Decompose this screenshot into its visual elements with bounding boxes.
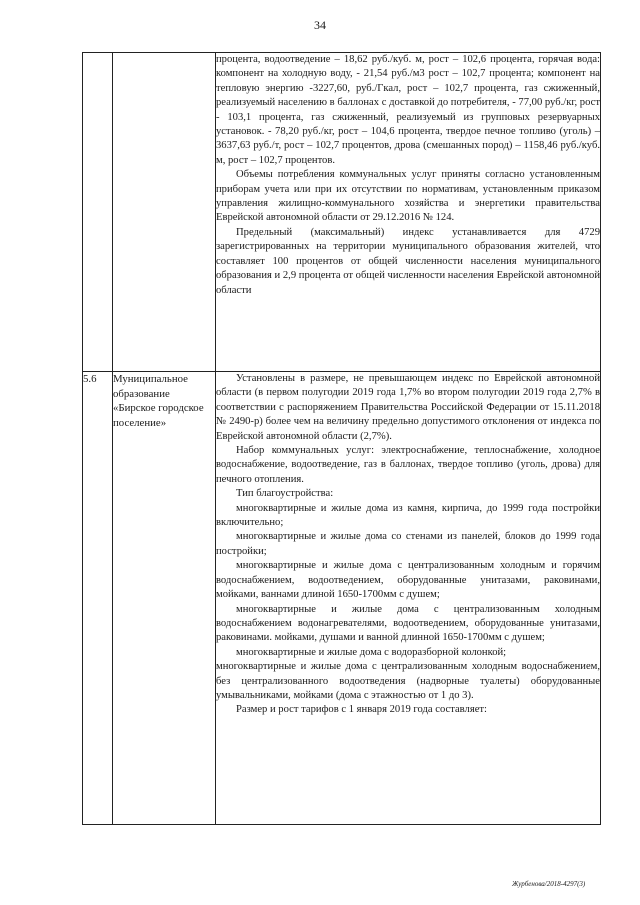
paragraph: Тип благоустройства: <box>236 488 334 500</box>
row-text-cell <box>216 372 601 825</box>
table-row <box>83 53 601 372</box>
document-code: Журбенова/2018-4297(3) <box>512 880 586 888</box>
paragraph: Размер и рост тарифов с 1 января 2019 года составляет: <box>236 704 487 716</box>
paragraph: Установлены в размере, не превышающем индекс по Еврейской автономной области (в первом полугодии 2019 года 1,7% во втором полугодии 2019 года 2,7% в соответствии с распоряжением Правительства Российской Федерации от 15.11.2018 № 2490-р) более чем на величину предельно допустимого отклонения от индекса по Еврейской автономной области (2,7%). <box>216 373 600 442</box>
row-text-cell <box>216 53 601 372</box>
row-number-cell <box>83 53 113 372</box>
paragraph: Набор коммунальных услуг: электроснабжение, теплоснабжение, холодное водоснабжение, водоотведение, газ в баллонах, твердое топливо (уголь, дрова) для печного отопления. <box>216 445 600 485</box>
paragraph: процента, водоотведение – 18,62 руб./куб. м, рост – 102,6 процента, горячая вода: компонент на холодную воду, - 21,54 руб./м3 рост – 102,7 процента; компонент на тепловую энергию -3227,60, руб./Гкал, рост – 102,7 процента, газ сжиженный, реализуемый населению в баллонах с доставкой до потребителя, - 77,00 руб./кг, рост - 103,1 процента, газ сжиженный, реализуемый из групповых резервуарных установок. - 78,20 руб./кг, рост – 104,6 процента, твердое печное топливо (уголь) – 3637,63 руб./т, рост – 102,7 процентов, дрова (смешанных пород) – 1158,46 руб./куб. м, рост – 102,7 процентов. <box>216 54 600 166</box>
row-name-cell: Муниципальное образование «Бирское городское поселение» <box>113 372 216 825</box>
list-item: многоквартирные и жилые дома со стенами из панелей, блоков до 1999 года постройки; <box>216 531 600 557</box>
list-item: многоквартирные и жилые дома с централизованным холодным водоснабжением, без централизованного водоотведения (надворные туалеты) оборудованные умывальниками, мойками (дома с этажностью от 1 до 3). <box>216 661 600 701</box>
table-row <box>83 372 601 825</box>
list-item: многоквартирные и жилые дома с централизованным холодным водоснабжением водонагревателями, водоотведением, оборудованные унитазами, раковинами. мойками, душами и ванной длинной 1650-1700мм с душем; <box>216 603 600 644</box>
list-item: многоквартирные и жилые дома с централизованным холодным и горячим водоснабжением, водоотведением, оборудованные унитазами, раковинами, мойками, ваннами длиной 1650-1700мм с душем; <box>216 560 600 601</box>
row-name-cell <box>113 53 216 372</box>
paragraph: Предельный (максимальный) индекс устанавливается для 4729 зарегистрированных на территории муниципального образования жителей, что составляет 100 процентов от общей численности населения муниципального образования и 2,9 процента от общей численности населения Еврейской автономной области <box>216 226 600 296</box>
list-item: многоквартирные и жилые дома с водоразборной колонкой; <box>236 646 507 658</box>
paragraph: Объемы потребления коммунальных услуг приняты согласно установленным приборам учета или при их отсутствии по нормативам, установленным приказом управления жилищно-коммунального хозяйства и энергетики правительства Еврейской автономной области от 29.12.2016 № 124. <box>216 169 600 224</box>
list-item: многоквартирные и жилые дома из камня, кирпича, до 1999 года постройки включительно; <box>216 502 600 529</box>
page-number: 34 <box>314 18 326 32</box>
document-table <box>82 52 601 825</box>
row-number-cell: 5.6 <box>83 372 113 825</box>
